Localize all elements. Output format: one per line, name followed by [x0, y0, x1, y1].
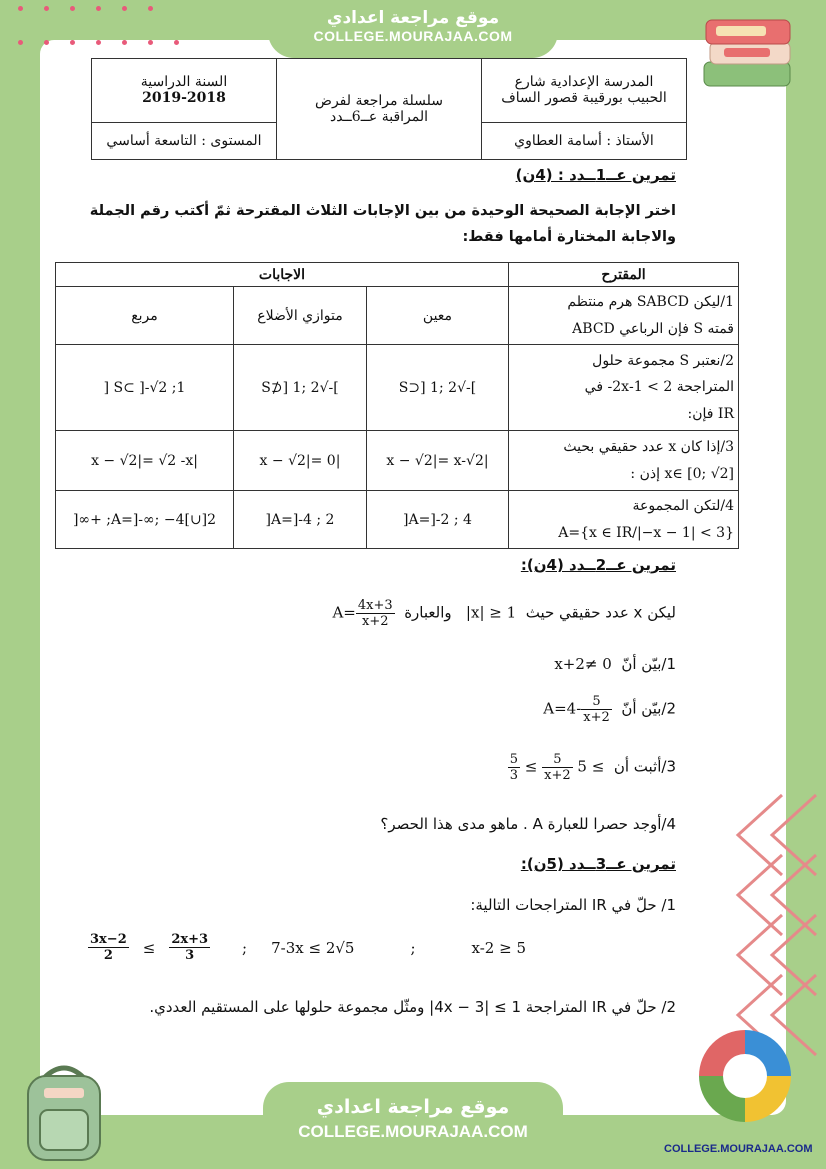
- answer-1a: معين: [367, 287, 509, 345]
- level-cell: المستوى : التاسعة أساسي: [92, 122, 277, 159]
- decorative-dot: [148, 6, 153, 11]
- ineq3: x-2 ≥ 5: [471, 938, 527, 957]
- site-name-top: موقع مراجعة اعدادي: [326, 8, 500, 28]
- bottom-site-banner[interactable]: [263, 1082, 563, 1169]
- answer-3b: |x − √2|= 0: [234, 431, 367, 491]
- year-value: 2019-2018: [142, 90, 226, 107]
- q3-mid-fraction: [542, 752, 573, 783]
- ex2-intro-label: والعبارة: [404, 603, 452, 622]
- answer-1c: مربع: [56, 287, 234, 345]
- answer-4b: A=]-4 ; 2[: [234, 491, 367, 549]
- decorative-dot: [18, 6, 23, 11]
- col-answers: الاجابات: [56, 263, 509, 287]
- decorative-dot: [174, 40, 179, 45]
- q2-prefix: A=4-: [543, 699, 582, 718]
- q2-den: x+2: [583, 710, 610, 725]
- q2-line-1: 2/نعتبر S مجموعة حلول: [592, 352, 734, 369]
- q3-right-num: 5: [509, 752, 518, 767]
- school-line-2: الحبيب بورقيبة قصور الساف: [501, 90, 667, 107]
- q3-mid-num: 5: [542, 752, 573, 768]
- ineq1-right: [169, 932, 210, 963]
- decorative-dot: [70, 6, 75, 11]
- answer-1b: متوازي الأضلاع: [234, 287, 367, 345]
- ex2-q3-expr: [508, 752, 605, 783]
- q1-line-2: قمته S فإن الرباعي ABCD: [572, 320, 734, 337]
- ex3-title: تمرين عــ3ــدد (5ن):: [520, 855, 676, 873]
- title-line-2: المراقبة عــ6ــدد: [329, 109, 428, 125]
- site-name-bottom: موقع مراجعة اعدادي: [316, 1096, 510, 1118]
- ineq1-left: [88, 932, 129, 963]
- q3-mid-den: x+2: [544, 768, 571, 783]
- A-fraction: [356, 598, 395, 629]
- q2-line-2: المتراجحة 2 > 1-2x- في: [584, 379, 734, 396]
- decorative-dot: [44, 6, 49, 11]
- ex2-q2: [543, 694, 676, 725]
- ex1-title: تمرين عــ1ــدد : (4ن): [515, 166, 676, 184]
- site-url-top[interactable]: COLLEGE.MOURAJAA.COM: [313, 28, 513, 44]
- q3-right-fraction: [508, 752, 520, 783]
- table-row: [56, 431, 739, 491]
- ex3-inequalities: [88, 932, 526, 963]
- school-cell: [482, 59, 687, 123]
- year-cell: [92, 59, 277, 123]
- ineq1-rden: 3: [185, 948, 195, 963]
- question-1: [509, 287, 739, 345]
- decorative-dot: [122, 6, 127, 11]
- title-cell: [277, 59, 482, 160]
- ex1-instruction-1: اختر الإجابة الصحيحة الوحيدة من بين الإجابات الثلاث المقترحة ثمّ أكتب رقم الجملة: [89, 203, 676, 219]
- books-icon: [700, 12, 798, 94]
- teacher-cell: الأستاذ : أسامة العطاوي: [482, 122, 687, 159]
- q3-rel: ≤: [524, 757, 538, 776]
- question-3: [509, 431, 739, 491]
- A-den: x+2: [362, 614, 389, 629]
- answer-4c: A=]-∞; −4[∪]2; +∞[: [56, 491, 234, 549]
- question-4: [509, 491, 739, 549]
- site-url-bottom[interactable]: COLLEGE.MOURAJAA.COM: [298, 1122, 528, 1141]
- q2-fraction: [581, 694, 612, 725]
- ex2-q3-label: 3/أثبت أن: [613, 757, 676, 776]
- ex2-intro-cond: 1 ≤ |x|: [465, 603, 517, 622]
- answer-2a: ]-√2 ;1 [⊂S: [367, 345, 509, 431]
- decorative-dot: [148, 40, 153, 45]
- ex2-intro: [332, 598, 676, 629]
- ineq1-rel: ≤: [142, 938, 156, 957]
- question-2: [509, 345, 739, 431]
- ex2-q2-label: 2/بيّن أنّ: [621, 699, 676, 718]
- decorative-dot: [96, 6, 101, 11]
- decorative-dots: [18, 6, 208, 56]
- sep-1: ;: [242, 938, 248, 957]
- ex2-q1: [554, 655, 676, 673]
- q3-left: 5 ≤: [577, 757, 605, 776]
- table-row: [56, 491, 739, 549]
- answer-3c: |x − √2|= √2 -x: [56, 431, 234, 491]
- answer-2c: S⊂ ]-√2 ;1 [: [56, 345, 234, 431]
- ineq1-lden: 2: [103, 948, 113, 963]
- q2-num: 5: [581, 694, 612, 710]
- answer-4a: A=]-2 ; 4[: [367, 491, 509, 549]
- top-site-banner[interactable]: [268, 0, 558, 58]
- sep-2: ;: [410, 938, 416, 957]
- header-table: [91, 58, 687, 160]
- ineq1-lnum: 3x−2: [90, 932, 127, 947]
- ex2-q1-expr: x+2≠ 0: [554, 655, 612, 673]
- table-row: [56, 287, 739, 345]
- ex2-q3: [508, 752, 676, 783]
- education-circle-icon: [697, 1028, 793, 1124]
- q3-line-2: x∈ [0; √2] إذن :: [630, 465, 734, 482]
- ex1-instruction-2: والاجابة المختارة أمامها فقط:: [462, 229, 676, 245]
- table-row: [56, 345, 739, 431]
- q1-line-1: 1/ليكن SABCD هرم منتظم: [567, 294, 734, 310]
- ex2-q2-expr: [543, 694, 612, 725]
- school-bag-icon: [14, 1058, 114, 1163]
- ex2-q4: 4/أوجد حصرا للعبارة A . ماهو مدى هذا الحصر؟: [380, 815, 676, 833]
- col-proposal: المقترح: [509, 263, 739, 287]
- q3-right-den: 3: [509, 768, 518, 783]
- A-prefix: A=: [332, 603, 356, 622]
- ineq2: 7-3x ≤ 2√5: [271, 938, 355, 957]
- ex2-title: تمرين عــ2ــدد (4ن):: [520, 556, 676, 574]
- answer-2b: ]-√2 ;1 [⊄S: [234, 345, 367, 431]
- chevron-arrows-icon: [730, 790, 820, 1060]
- q2-line-3: IR فإن:: [687, 405, 734, 422]
- decorative-dot: [44, 40, 49, 45]
- ex2-q1-label: 1/بيّن أنّ: [621, 655, 676, 673]
- ex3-q2: 2/ حلّ في IR المتراجحة 1 ≥ |4x − 3| ومثّل مجموعة حلولها على المستقيم العددي.: [149, 998, 676, 1016]
- A-num: 4x+3: [357, 598, 393, 613]
- decorative-dot: [96, 40, 101, 45]
- qcm-table: [55, 262, 739, 549]
- title-line-1: سلسلة مراجعة لفرض: [315, 93, 443, 109]
- q4-line-1: 4/لتكن المجموعة: [632, 498, 734, 515]
- q3-line-1: 3/إذا كان x عدد حقيقي بحيث: [563, 439, 734, 456]
- decorative-dot: [18, 40, 23, 45]
- decorative-dot: [122, 40, 127, 45]
- ineq1-rnum: 2x+3: [171, 932, 209, 947]
- q4-line-2: A={x ∈ IR/|−x − 1| < 3}: [558, 524, 734, 541]
- school-line-1: المدرسة الإعدادية شارع: [514, 74, 654, 91]
- year-label: السنة الدراسية: [140, 74, 228, 91]
- brand-badge[interactable]: COLLEGE.MOURAJAA.COM: [664, 1143, 813, 1155]
- decorative-dot: [70, 40, 75, 45]
- answer-3a: |x − √2|= x-√2: [367, 431, 509, 491]
- ex3-q1: 1/ حلّ في IR المتراجحات التالية:: [470, 896, 676, 914]
- expression-A: [332, 598, 394, 629]
- ex2-intro-text: ليكن x عدد حقيقي حيث: [525, 603, 676, 622]
